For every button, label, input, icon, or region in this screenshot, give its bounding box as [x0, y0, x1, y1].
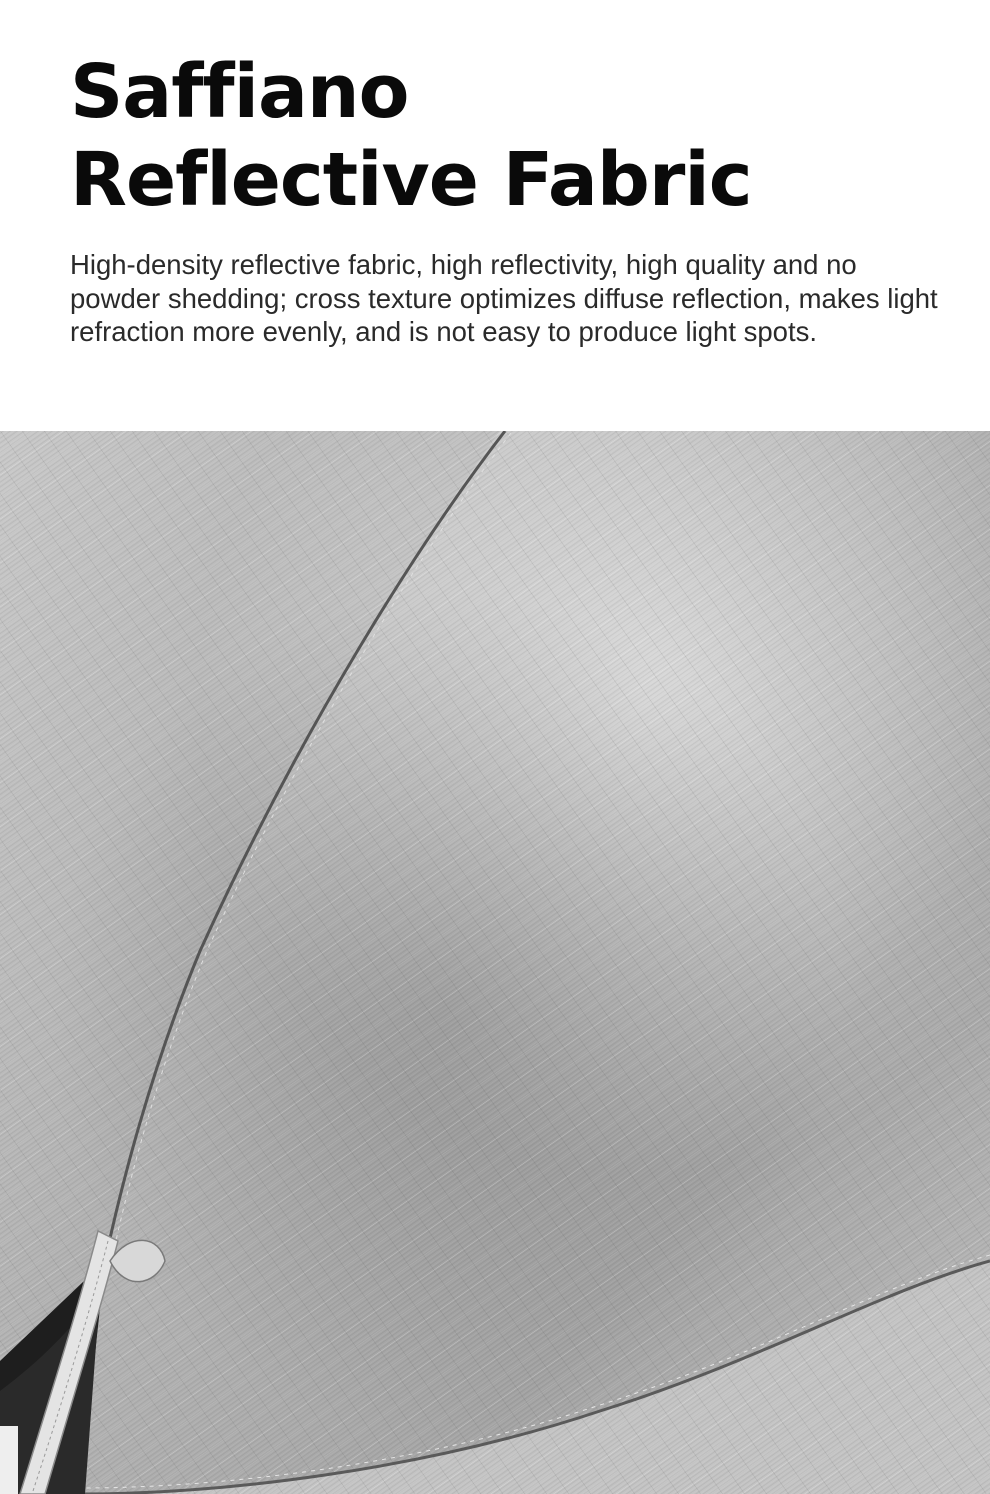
title-line-1: Saffiano	[70, 49, 409, 135]
fabric-photo	[0, 431, 990, 1494]
description: High-density reflective fabric, high reflectivity, high quality and no powder shedding; cross texture optimizes diffuse reflection, makes light refraction more evenly, and is not easy to produce light spots.	[70, 249, 938, 347]
header	[70, 48, 930, 224]
page-title	[70, 48, 930, 224]
title-line-2: Reflective Fabric	[70, 137, 752, 223]
fabric-illustration	[0, 431, 990, 1494]
